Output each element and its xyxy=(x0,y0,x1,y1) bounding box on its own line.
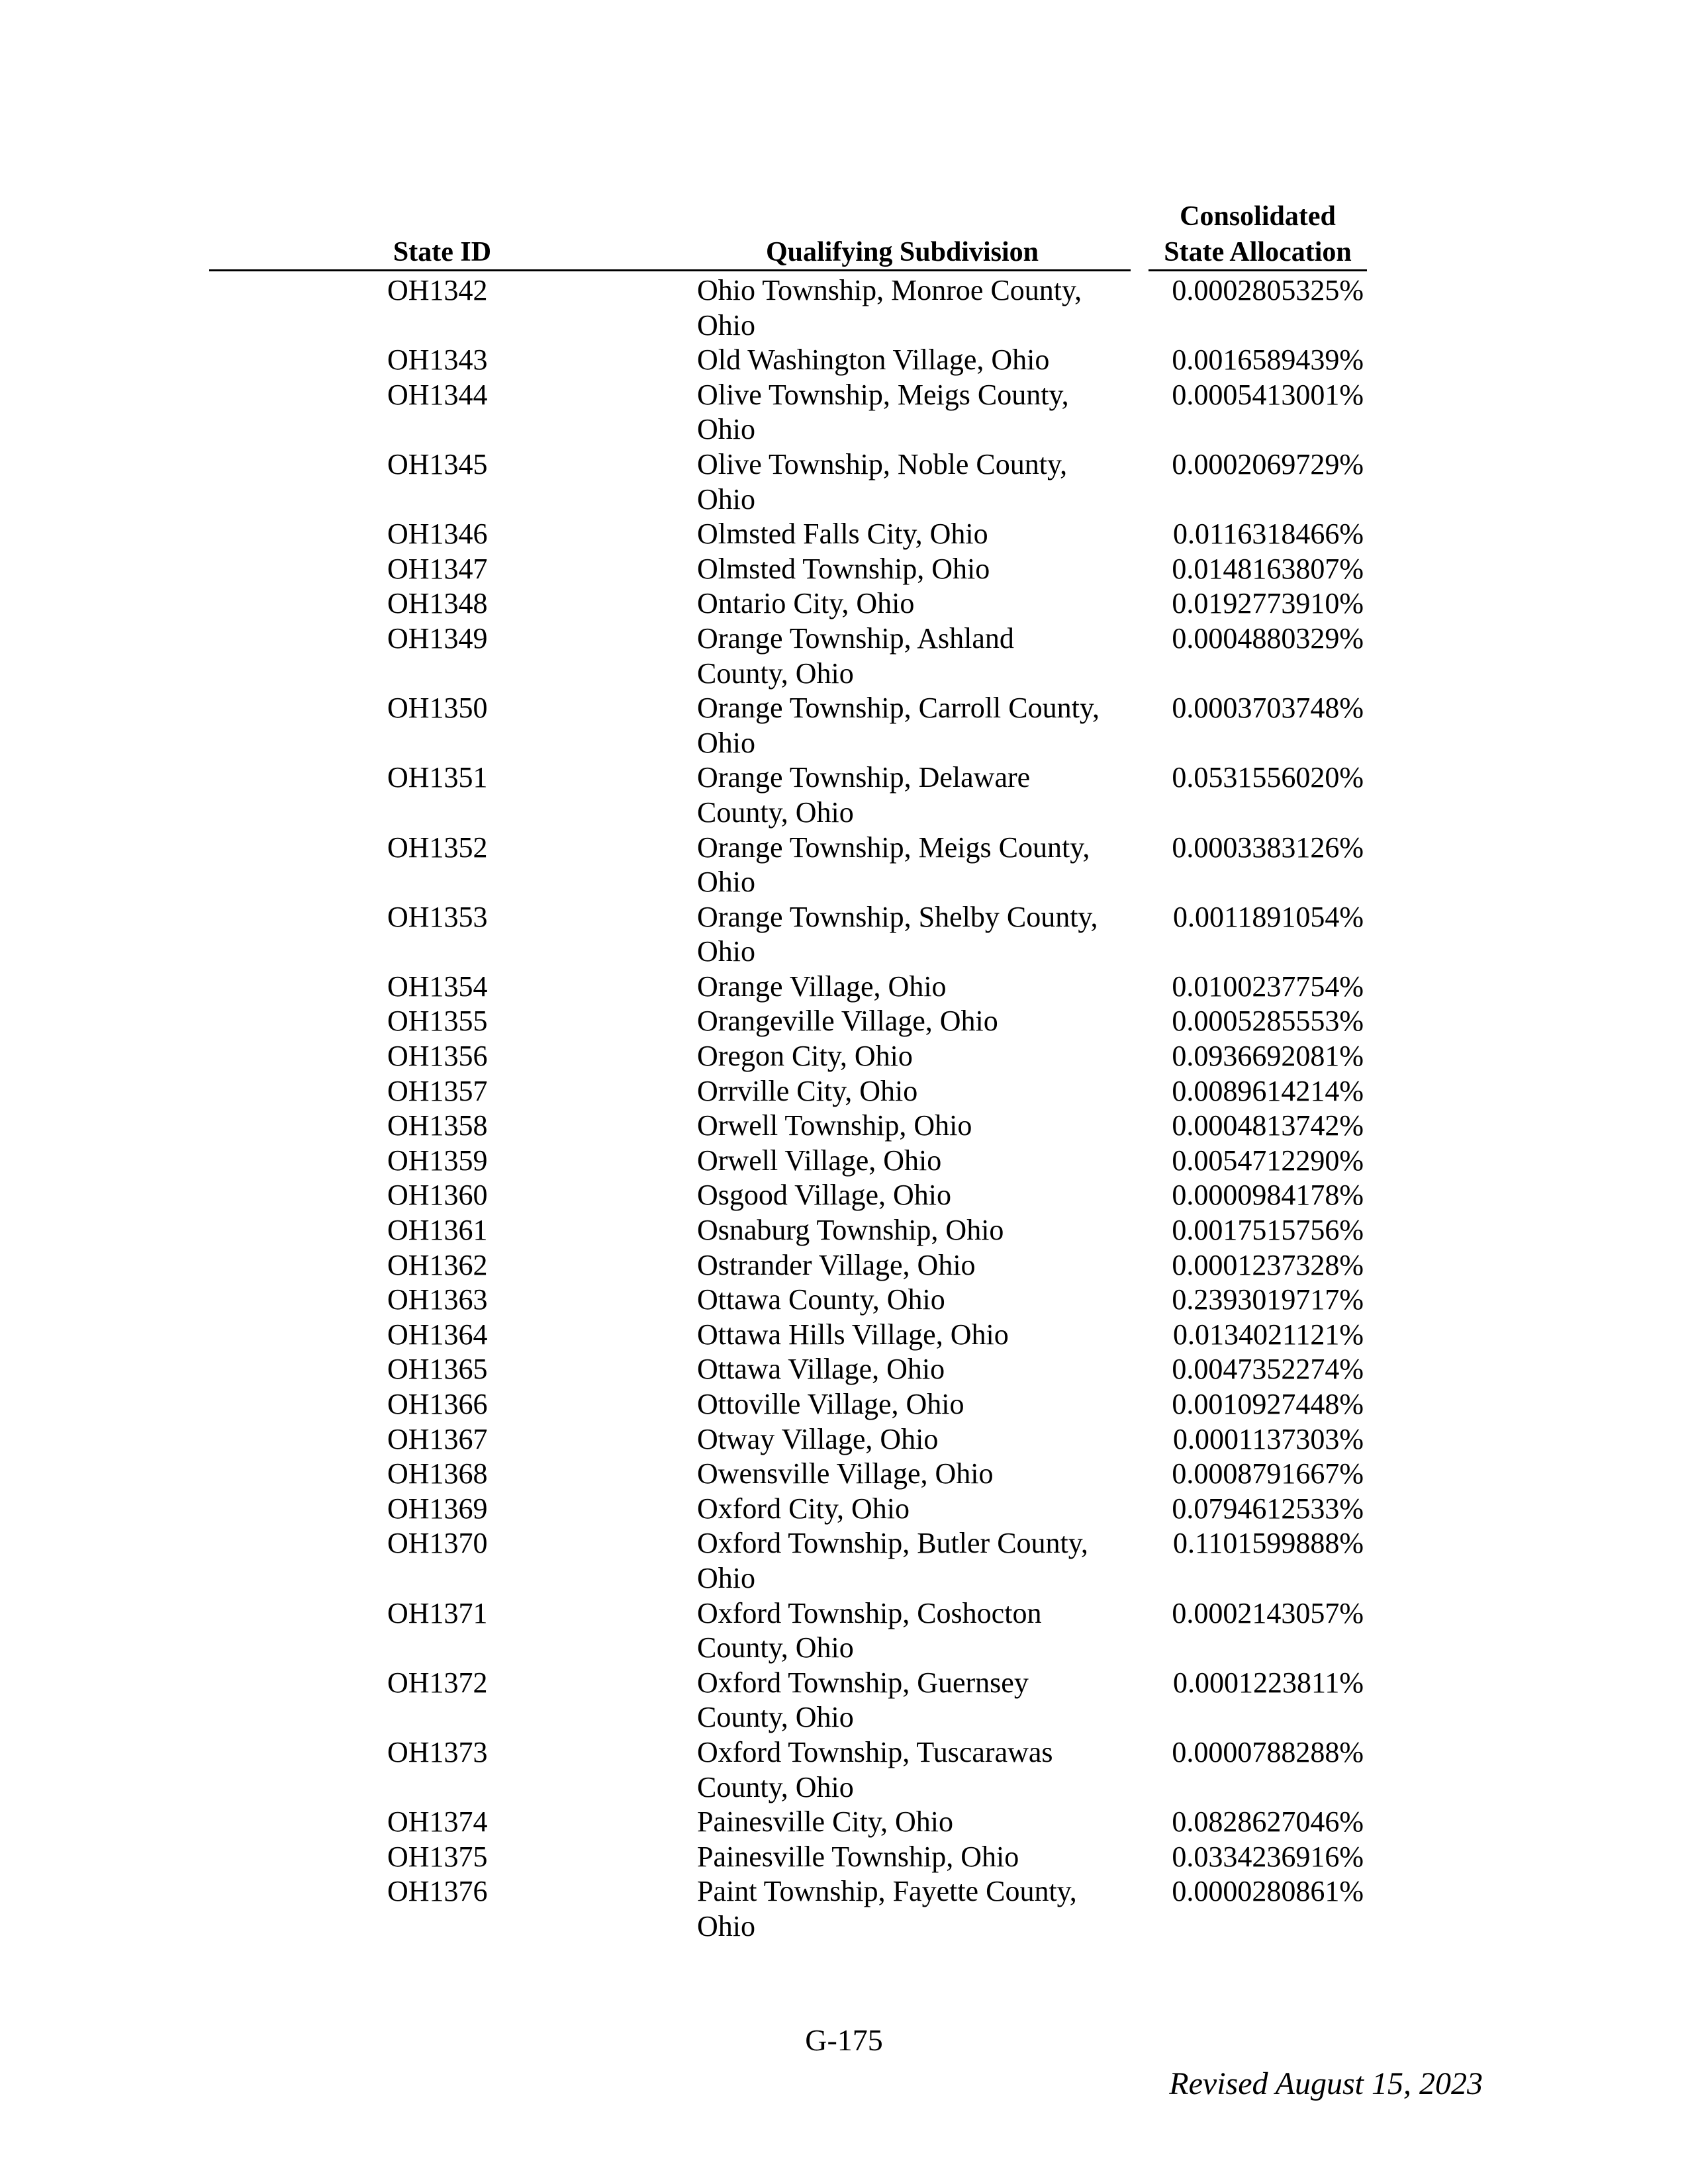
subdivision-cell xyxy=(697,900,1141,970)
table-row xyxy=(0,1735,1688,1805)
subdivision-cell xyxy=(697,1735,1141,1805)
table-row xyxy=(0,831,1688,900)
table-row xyxy=(0,1805,1688,1840)
state-id-cell: OH1375 xyxy=(387,1840,488,1873)
allocation-cell: 0.0001237328% xyxy=(1172,1248,1364,1281)
subdivision-cell xyxy=(697,760,1141,830)
state-id-cell: OH1367 xyxy=(387,1422,488,1455)
header-allocation-line-2: State Allocation xyxy=(1164,237,1352,267)
subdivision-cell xyxy=(697,1492,1141,1527)
allocation-cell: 0.0001137303% xyxy=(1172,1422,1364,1455)
table-row xyxy=(0,760,1688,830)
subdivision-cell xyxy=(697,1666,1141,1735)
subdivision-line: Orange Township, Ashland xyxy=(697,621,1014,655)
allocation-cell: 0.0005413001% xyxy=(1172,378,1364,411)
table-row xyxy=(0,1492,1688,1527)
allocation-cell: 0.0000984178% xyxy=(1172,1179,1364,1212)
subdivision-line: Painesville Township, Ohio xyxy=(697,1840,1019,1873)
subdivision-cell xyxy=(697,273,1141,343)
table-row xyxy=(0,1144,1688,1179)
state-id-cell: OH1361 xyxy=(387,1214,488,1247)
state-id-cell: OH1373 xyxy=(387,1735,488,1768)
table-row xyxy=(0,586,1688,621)
subdivision-line: Olive Township, Noble County, xyxy=(697,447,1068,480)
subdivision-cell xyxy=(697,831,1141,900)
allocation-cell: 0.0000788288% xyxy=(1172,1735,1364,1768)
subdivision-cell xyxy=(697,1526,1141,1596)
state-id-cell: OH1358 xyxy=(387,1109,488,1142)
subdivision-line: Olive Township, Meigs County, xyxy=(697,378,1069,411)
subdivision-line: Orange Township, Delaware xyxy=(697,761,1031,794)
subdivision-line: Orwell Township, Ohio xyxy=(697,1109,972,1142)
state-id-cell: OH1343 xyxy=(387,343,488,377)
subdivision-line: Old Washington Village, Ohio xyxy=(697,343,1050,377)
subdivision-line: Olmsted Township, Ohio xyxy=(697,552,990,585)
subdivision-cell xyxy=(697,1144,1141,1179)
subdivision-line: Orange Township, Shelby County, xyxy=(697,900,1098,933)
header-rule-allocation xyxy=(1149,269,1367,271)
subdivision-line: Orangeville Village, Ohio xyxy=(697,1005,998,1038)
allocation-cell: 0.2393019717% xyxy=(1172,1283,1364,1316)
subdivision-line: Ostrander Village, Ohio xyxy=(697,1248,976,1281)
subdivision-cell xyxy=(697,1352,1141,1387)
allocation-cell: 0.0192773910% xyxy=(1172,587,1364,620)
subdivision-cell xyxy=(697,1457,1141,1492)
table-row xyxy=(0,1526,1688,1596)
subdivision-cell xyxy=(697,1596,1141,1666)
subdivision-cell xyxy=(697,1109,1141,1144)
state-id-cell: OH1360 xyxy=(387,1179,488,1212)
allocation-cell: 0.0003383126% xyxy=(1172,831,1364,864)
table-row xyxy=(0,1283,1688,1318)
subdivision-cell xyxy=(697,1840,1141,1875)
header-allocation-line-1: Consolidated xyxy=(1180,201,1336,232)
table-row xyxy=(0,1109,1688,1144)
state-id-cell: OH1366 xyxy=(387,1388,488,1420)
subdivision-line: County, Ohio xyxy=(697,796,854,829)
table-row xyxy=(0,1422,1688,1457)
allocation-cell: 0.0134021121% xyxy=(1172,1318,1364,1351)
header-consolidated-state-allocation xyxy=(1149,199,1367,270)
allocation-cell: 0.0001223811% xyxy=(1172,1666,1364,1699)
subdivision-line: Paint Township, Fayette County, xyxy=(697,1875,1077,1908)
allocation-cell: 0.0003703748% xyxy=(1172,692,1364,725)
subdivision-line: Orwell Village, Ohio xyxy=(697,1144,942,1177)
header-qualifying-subdivision: Qualifying Subdivision xyxy=(765,237,1039,267)
subdivision-line: Orange Township, Carroll County, xyxy=(697,692,1100,725)
state-id-cell: OH1355 xyxy=(387,1005,488,1038)
subdivision-line: County, Ohio xyxy=(697,657,854,690)
subdivision-line: Ohio Township, Monroe County, xyxy=(697,274,1082,306)
allocation-cell: 0.0017515756% xyxy=(1172,1214,1364,1247)
subdivision-line: Ohio xyxy=(697,1909,755,1942)
subdivision-cell xyxy=(697,378,1141,447)
table-row xyxy=(0,517,1688,552)
subdivision-cell xyxy=(697,517,1141,552)
allocation-cell: 0.0011891054% xyxy=(1172,900,1364,933)
subdivision-cell xyxy=(697,1248,1141,1283)
subdivision-cell xyxy=(697,447,1141,517)
state-id-cell: OH1348 xyxy=(387,587,488,620)
allocation-cell: 0.0054712290% xyxy=(1172,1144,1364,1177)
allocation-cell: 0.0116318466% xyxy=(1172,518,1364,551)
table-row xyxy=(0,621,1688,691)
header-state-id: State ID xyxy=(393,237,492,267)
subdivision-cell xyxy=(697,1874,1141,1944)
subdivision-line: Ottoville Village, Ohio xyxy=(697,1388,964,1420)
subdivision-line: Orange Township, Meigs County, xyxy=(697,831,1090,864)
state-id-cell: OH1370 xyxy=(387,1527,488,1560)
state-id-cell: OH1376 xyxy=(387,1875,488,1908)
subdivision-cell xyxy=(697,1178,1141,1213)
subdivision-line: Osnaburg Township, Ohio xyxy=(697,1214,1004,1247)
subdivision-cell xyxy=(697,1004,1141,1039)
table-row xyxy=(0,552,1688,587)
allocation-cell: 0.1101599888% xyxy=(1172,1527,1364,1560)
subdivision-cell xyxy=(697,1074,1141,1109)
subdivision-cell xyxy=(697,1805,1141,1840)
allocation-cell: 0.0100237754% xyxy=(1172,970,1364,1003)
state-id-cell: OH1371 xyxy=(387,1596,488,1629)
state-id-cell: OH1345 xyxy=(387,447,488,480)
table-row xyxy=(0,1039,1688,1074)
table-row xyxy=(0,1074,1688,1109)
subdivision-line: Ottawa Hills Village, Ohio xyxy=(697,1318,1009,1351)
table-row xyxy=(0,1457,1688,1492)
subdivision-line: Oxford City, Ohio xyxy=(697,1492,910,1525)
subdivision-cell xyxy=(697,691,1141,760)
subdivision-line: Oxford Township, Coshocton xyxy=(697,1596,1042,1629)
allocation-cell: 0.0531556020% xyxy=(1172,761,1364,794)
allocation-cell: 0.0002143057% xyxy=(1172,1596,1364,1629)
allocation-cell: 0.0794612533% xyxy=(1172,1492,1364,1525)
state-id-cell: OH1357 xyxy=(387,1074,488,1107)
subdivision-line: Orange Village, Ohio xyxy=(697,970,947,1003)
state-id-cell: OH1350 xyxy=(387,692,488,725)
table-row xyxy=(0,691,1688,760)
state-id-cell: OH1359 xyxy=(387,1144,488,1177)
header-rule-subdivision xyxy=(673,269,1131,271)
allocation-cell: 0.0936692081% xyxy=(1172,1040,1364,1073)
subdivision-line: Oxford Township, Guernsey xyxy=(697,1666,1029,1699)
allocation-cell: 0.0089614214% xyxy=(1172,1074,1364,1107)
table-row xyxy=(0,1666,1688,1735)
state-id-cell: OH1346 xyxy=(387,518,488,551)
table-row xyxy=(0,378,1688,447)
table-row xyxy=(0,1596,1688,1666)
state-id-cell: OH1374 xyxy=(387,1805,488,1839)
allocation-cell: 0.0010927448% xyxy=(1172,1388,1364,1420)
allocation-cell: 0.0047352274% xyxy=(1172,1353,1364,1386)
subdivision-line: Olmsted Falls City, Ohio xyxy=(697,518,988,551)
state-id-cell: OH1347 xyxy=(387,552,488,585)
subdivision-line: Osgood Village, Ohio xyxy=(697,1179,951,1212)
allocation-cell: 0.0005285553% xyxy=(1172,1005,1364,1038)
page-number: G-175 xyxy=(805,2023,883,2057)
subdivision-line: Ottawa Village, Ohio xyxy=(697,1353,945,1386)
state-id-cell: OH1364 xyxy=(387,1318,488,1351)
state-id-cell: OH1342 xyxy=(387,274,488,306)
table-row xyxy=(0,343,1688,378)
allocation-cell: 0.0008791667% xyxy=(1172,1457,1364,1490)
table-row xyxy=(0,1840,1688,1875)
subdivision-line: Oxford Township, Tuscarawas xyxy=(697,1735,1053,1768)
subdivision-line: Ontario City, Ohio xyxy=(697,587,915,620)
table-row xyxy=(0,970,1688,1005)
state-id-cell: OH1362 xyxy=(387,1248,488,1281)
subdivision-line: Painesville City, Ohio xyxy=(697,1805,954,1839)
table-row xyxy=(0,1352,1688,1387)
state-id-cell: OH1372 xyxy=(387,1666,488,1699)
subdivision-line: Owensville Village, Ohio xyxy=(697,1457,994,1490)
state-id-cell: OH1365 xyxy=(387,1353,488,1386)
state-id-cell: OH1344 xyxy=(387,378,488,411)
subdivision-cell xyxy=(697,343,1141,378)
subdivision-line: Oregon City, Ohio xyxy=(697,1040,913,1073)
table-row xyxy=(0,273,1688,343)
state-id-cell: OH1363 xyxy=(387,1283,488,1316)
table-row xyxy=(0,1178,1688,1213)
subdivision-cell xyxy=(697,621,1141,691)
state-id-cell: OH1354 xyxy=(387,970,488,1003)
subdivision-line: County, Ohio xyxy=(697,1770,854,1803)
subdivision-cell xyxy=(697,1039,1141,1074)
subdivision-line: Ottawa County, Ohio xyxy=(697,1283,945,1316)
table-row xyxy=(0,1004,1688,1039)
table-row xyxy=(0,1874,1688,1944)
allocation-cell: 0.0000280861% xyxy=(1172,1875,1364,1908)
allocation-cell: 0.0002069729% xyxy=(1172,447,1364,480)
subdivision-line: Orrville City, Ohio xyxy=(697,1074,918,1107)
state-id-cell: OH1369 xyxy=(387,1492,488,1525)
subdivision-line: County, Ohio xyxy=(697,1631,854,1664)
subdivision-line: Ohio xyxy=(697,482,755,516)
allocation-cell: 0.0828627046% xyxy=(1172,1805,1364,1839)
subdivision-line: County, Ohio xyxy=(697,1701,854,1734)
subdivision-line: Ohio xyxy=(697,308,755,341)
subdivision-cell xyxy=(697,970,1141,1005)
allocation-cell: 0.0016589439% xyxy=(1172,343,1364,377)
table-row xyxy=(0,900,1688,970)
table-row xyxy=(0,1318,1688,1353)
allocation-cell: 0.0002805325% xyxy=(1172,274,1364,306)
subdivision-cell xyxy=(697,586,1141,621)
table-row xyxy=(0,1248,1688,1283)
subdivision-line: Ohio xyxy=(697,726,755,759)
allocation-cell: 0.0004813742% xyxy=(1172,1109,1364,1142)
subdivision-line: Ohio xyxy=(697,413,755,446)
state-id-cell: OH1349 xyxy=(387,621,488,655)
table-row xyxy=(0,447,1688,517)
header-rule-state-id xyxy=(209,269,675,271)
allocation-cell: 0.0148163807% xyxy=(1172,552,1364,585)
subdivision-line: Oxford Township, Butler County, xyxy=(697,1527,1088,1560)
subdivision-cell xyxy=(697,1318,1141,1353)
state-id-cell: OH1351 xyxy=(387,761,488,794)
revision-date: Revised August 15, 2023 xyxy=(1169,2066,1483,2101)
subdivision-line: Ohio xyxy=(697,1561,755,1594)
subdivision-cell xyxy=(697,1422,1141,1457)
table-row xyxy=(0,1387,1688,1422)
subdivision-line: Ohio xyxy=(697,935,755,968)
state-id-cell: OH1353 xyxy=(387,900,488,933)
table-row xyxy=(0,1213,1688,1248)
state-id-cell: OH1356 xyxy=(387,1040,488,1073)
allocation-cell: 0.0004880329% xyxy=(1172,621,1364,655)
allocation-table-body xyxy=(0,273,1688,1944)
subdivision-line: Ohio xyxy=(697,866,755,899)
subdivision-line: Otway Village, Ohio xyxy=(697,1422,939,1455)
subdivision-cell xyxy=(697,1213,1141,1248)
subdivision-cell xyxy=(697,552,1141,587)
state-id-cell: OH1368 xyxy=(387,1457,488,1490)
allocation-cell: 0.0334236916% xyxy=(1172,1840,1364,1873)
subdivision-cell xyxy=(697,1283,1141,1318)
state-id-cell: OH1352 xyxy=(387,831,488,864)
subdivision-cell xyxy=(697,1387,1141,1422)
